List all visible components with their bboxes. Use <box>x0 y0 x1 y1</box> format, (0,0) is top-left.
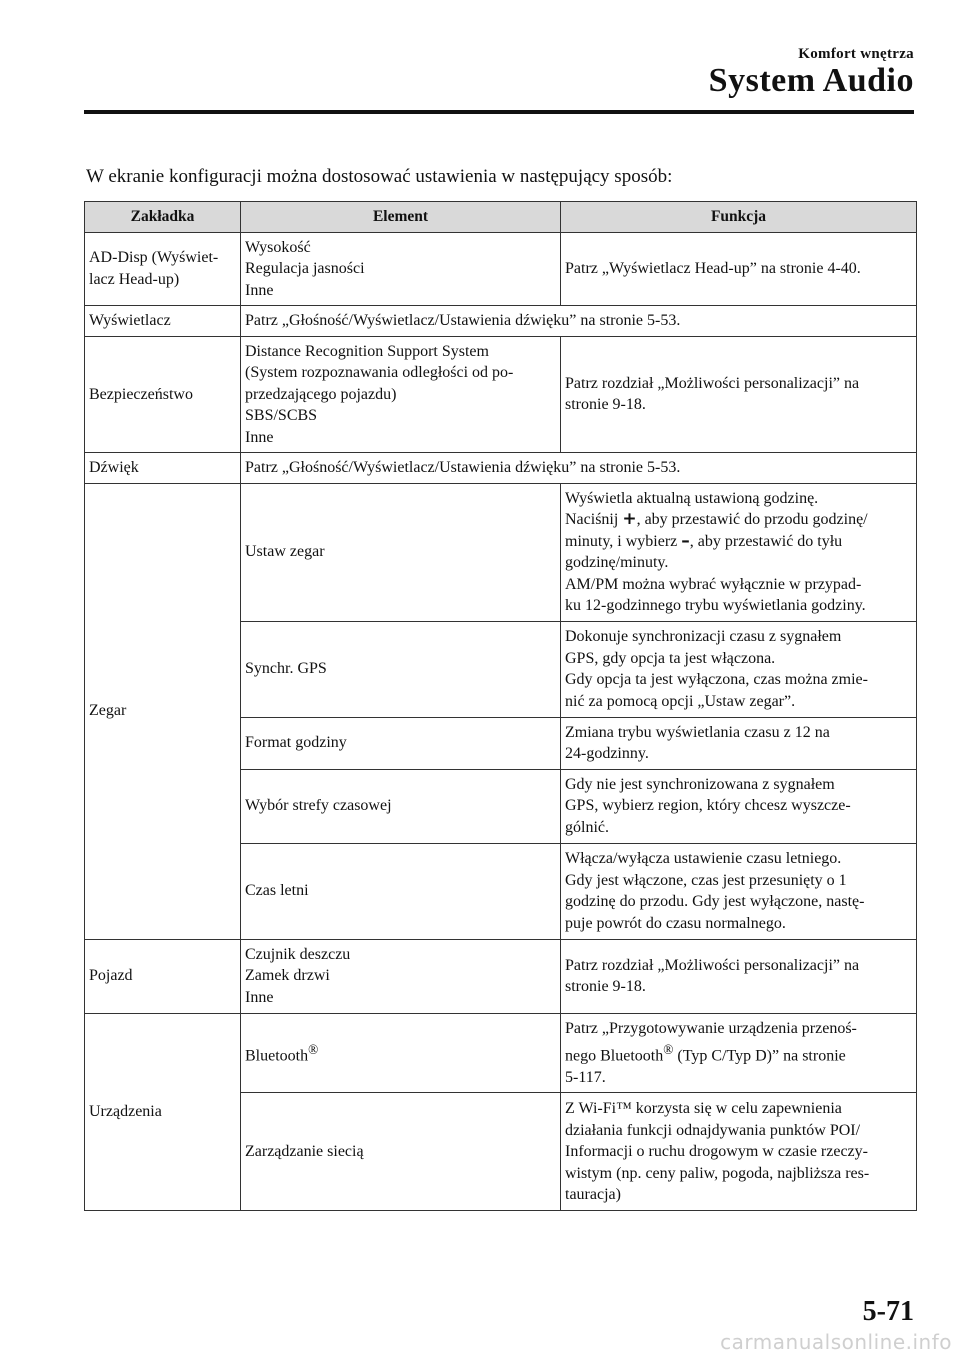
plus-icon: + <box>622 509 637 529</box>
function-cell <box>561 336 917 453</box>
function-text: Naciśnij <box>565 511 623 528</box>
item-line: Inne <box>245 428 274 446</box>
item-line: Czujnik deszczu <box>245 945 351 963</box>
table-row <box>85 336 917 453</box>
item-line: Distance Recognition Support System <box>245 342 489 360</box>
function-line: wistym (np. ceny paliw, pogoda, najbliższa res- <box>565 1164 870 1182</box>
function-line: Dokonuje synchronizacji czasu z sygnałem <box>565 628 842 645</box>
function-line: stronie 9-18. <box>565 396 646 414</box>
header-divider <box>84 110 914 114</box>
tab-cell: Dźwięk <box>85 453 241 484</box>
tab-line: AD-Disp (Wyświet- <box>89 249 219 267</box>
function-line: GPS, wybierz region, który chcesz wyszcze- <box>565 797 851 815</box>
function-line <box>565 509 912 531</box>
item-cell <box>241 939 561 1013</box>
item-line: Wysokość <box>245 238 311 256</box>
function-line: AM/PM można wybrać wyłącznie w przypad- <box>565 575 862 593</box>
function-line: Zmiana trybu wyświetlania czasu z 12 na <box>565 723 830 741</box>
function-text: , aby przestawić do przodu godzinę/ <box>636 511 868 528</box>
function-line: nić za pomocą opcji „Ustaw zegar”. <box>565 692 796 710</box>
function-line: Gdy jest włączone, czas jest przesunięty o 1 <box>565 871 847 889</box>
tab-cell: Urządzenia <box>85 1013 241 1211</box>
function-line: Włącza/wyłącza ustawienie czasu letniego. <box>565 850 842 867</box>
function-line: Gdy opcja ta jest wyłączona, czas można zmie- <box>565 671 868 688</box>
function-text: (Typ C/Typ D)” na stronie <box>673 1047 846 1065</box>
table-header-row <box>85 202 917 233</box>
function-line: gólnić. <box>565 818 609 836</box>
tab-cell: Zegar <box>85 483 241 939</box>
function-line <box>565 1039 912 1067</box>
function-line: 24-godzinny. <box>565 745 649 762</box>
item-cell <box>241 1013 561 1093</box>
function-line: Patrz rozdział „Możliwości personalizacji” na <box>565 374 860 392</box>
table-row <box>85 306 917 337</box>
function-cell <box>561 843 917 939</box>
tab-line: lacz Head-up) <box>89 270 180 288</box>
section-label: Komfort wnętrza <box>798 46 914 62</box>
item-cell: Zarządzanie siecią <box>241 1093 561 1211</box>
function-line: tauracja) <box>565 1186 621 1204</box>
tab-cell <box>85 232 241 306</box>
function-cell <box>561 621 917 717</box>
registered-mark: ® <box>663 1042 674 1057</box>
page-number: 5-71 <box>862 1296 914 1327</box>
item-cell: Wybór strefy czasowej <box>241 769 561 843</box>
function-cell <box>561 939 917 1013</box>
merged-cell: Patrz „Głośność/Wyświetlacz/Ustawienia dźwięku” na stronie 5-53. <box>241 453 917 484</box>
item-cell <box>241 336 561 453</box>
function-text: , aby przestawić do tyłu <box>689 532 843 550</box>
settings-table <box>84 201 917 1211</box>
item-line: SBS/SCBS <box>245 407 318 424</box>
item-cell: Ustaw zegar <box>241 483 561 621</box>
function-line: Wyświetla aktualną ustawioną godzinę. <box>565 489 819 507</box>
item-line: Regulacja jasności <box>245 260 365 277</box>
function-line: Patrz rozdział „Możliwości personalizacji” na <box>565 956 860 974</box>
column-header-function: Funkcja <box>561 202 917 233</box>
function-text: minuty, i wybierz <box>565 532 682 550</box>
function-line: Gdy nie jest synchronizowana z sygnałem <box>565 775 835 793</box>
function-cell <box>561 717 917 769</box>
page-title: System Audio <box>708 62 914 99</box>
tab-cell: Wyświetlacz <box>85 306 241 337</box>
item-cell: Format godziny <box>241 717 561 769</box>
function-line: działania funkcji odnajdywania punktów POI/ <box>565 1121 861 1139</box>
function-cell <box>561 1013 917 1093</box>
item-line: Zamek drzwi <box>245 967 330 985</box>
table-row <box>85 483 917 621</box>
item-line: (System rozpoznawania odległości od po- <box>245 364 514 381</box>
column-header-tab: Zakładka <box>85 202 241 233</box>
function-line <box>565 531 912 553</box>
function-line: ku 12-godzinnego trybu wyświetlania godziny. <box>565 597 866 614</box>
function-line: Z Wi-Fi™ korzysta się w celu zapewnienia <box>565 1100 842 1118</box>
function-line: stronie 9-18. <box>565 978 646 995</box>
function-cell: Patrz „Wyświetlacz Head-up” na stronie 4-40. <box>561 232 917 306</box>
item-cell: Synchr. GPS <box>241 621 561 717</box>
function-line: Informacji o ruchu drogowym w czasie rzeczy- <box>565 1143 868 1161</box>
function-line: godzinę/minuty. <box>565 554 669 571</box>
function-cell <box>561 1093 917 1211</box>
minus-icon: – <box>681 530 690 551</box>
function-cell <box>561 483 917 621</box>
tab-cell: Bezpieczeństwo <box>85 336 241 453</box>
function-text: nego Bluetooth <box>565 1047 664 1065</box>
merged-cell: Patrz „Głośność/Wyświetlacz/Ustawienia dźwięku” na stronie 5-53. <box>241 306 917 337</box>
function-cell <box>561 769 917 843</box>
item-line: Inne <box>245 281 274 299</box>
column-header-item: Element <box>241 202 561 233</box>
item-text: Bluetooth <box>245 1047 309 1065</box>
function-line: Patrz „Przygotowywanie urządzenia przenoś- <box>565 1019 857 1037</box>
intro-text: W ekranie konfiguracji można dostosować ustawienia w następujący sposób: <box>86 166 673 187</box>
function-line: godzinę do przodu. Gdy jest wyłączone, nastę- <box>565 893 865 910</box>
watermark: carmanualsonline.info <box>720 1330 952 1354</box>
table-row <box>85 232 917 306</box>
item-cell <box>241 232 561 306</box>
registered-mark: ® <box>308 1042 319 1057</box>
function-line: GPS, gdy opcja ta jest włączona. <box>565 649 776 667</box>
function-line: puje powrót do czasu normalnego. <box>565 914 786 932</box>
item-line: przedzającego pojazdu) <box>245 385 397 403</box>
item-cell: Czas letni <box>241 843 561 939</box>
tab-cell: Pojazd <box>85 939 241 1013</box>
item-line: Inne <box>245 988 274 1006</box>
function-line: 5-117. <box>565 1068 606 1086</box>
table-row <box>85 1013 917 1093</box>
table-row <box>85 453 917 484</box>
table-row <box>85 939 917 1013</box>
